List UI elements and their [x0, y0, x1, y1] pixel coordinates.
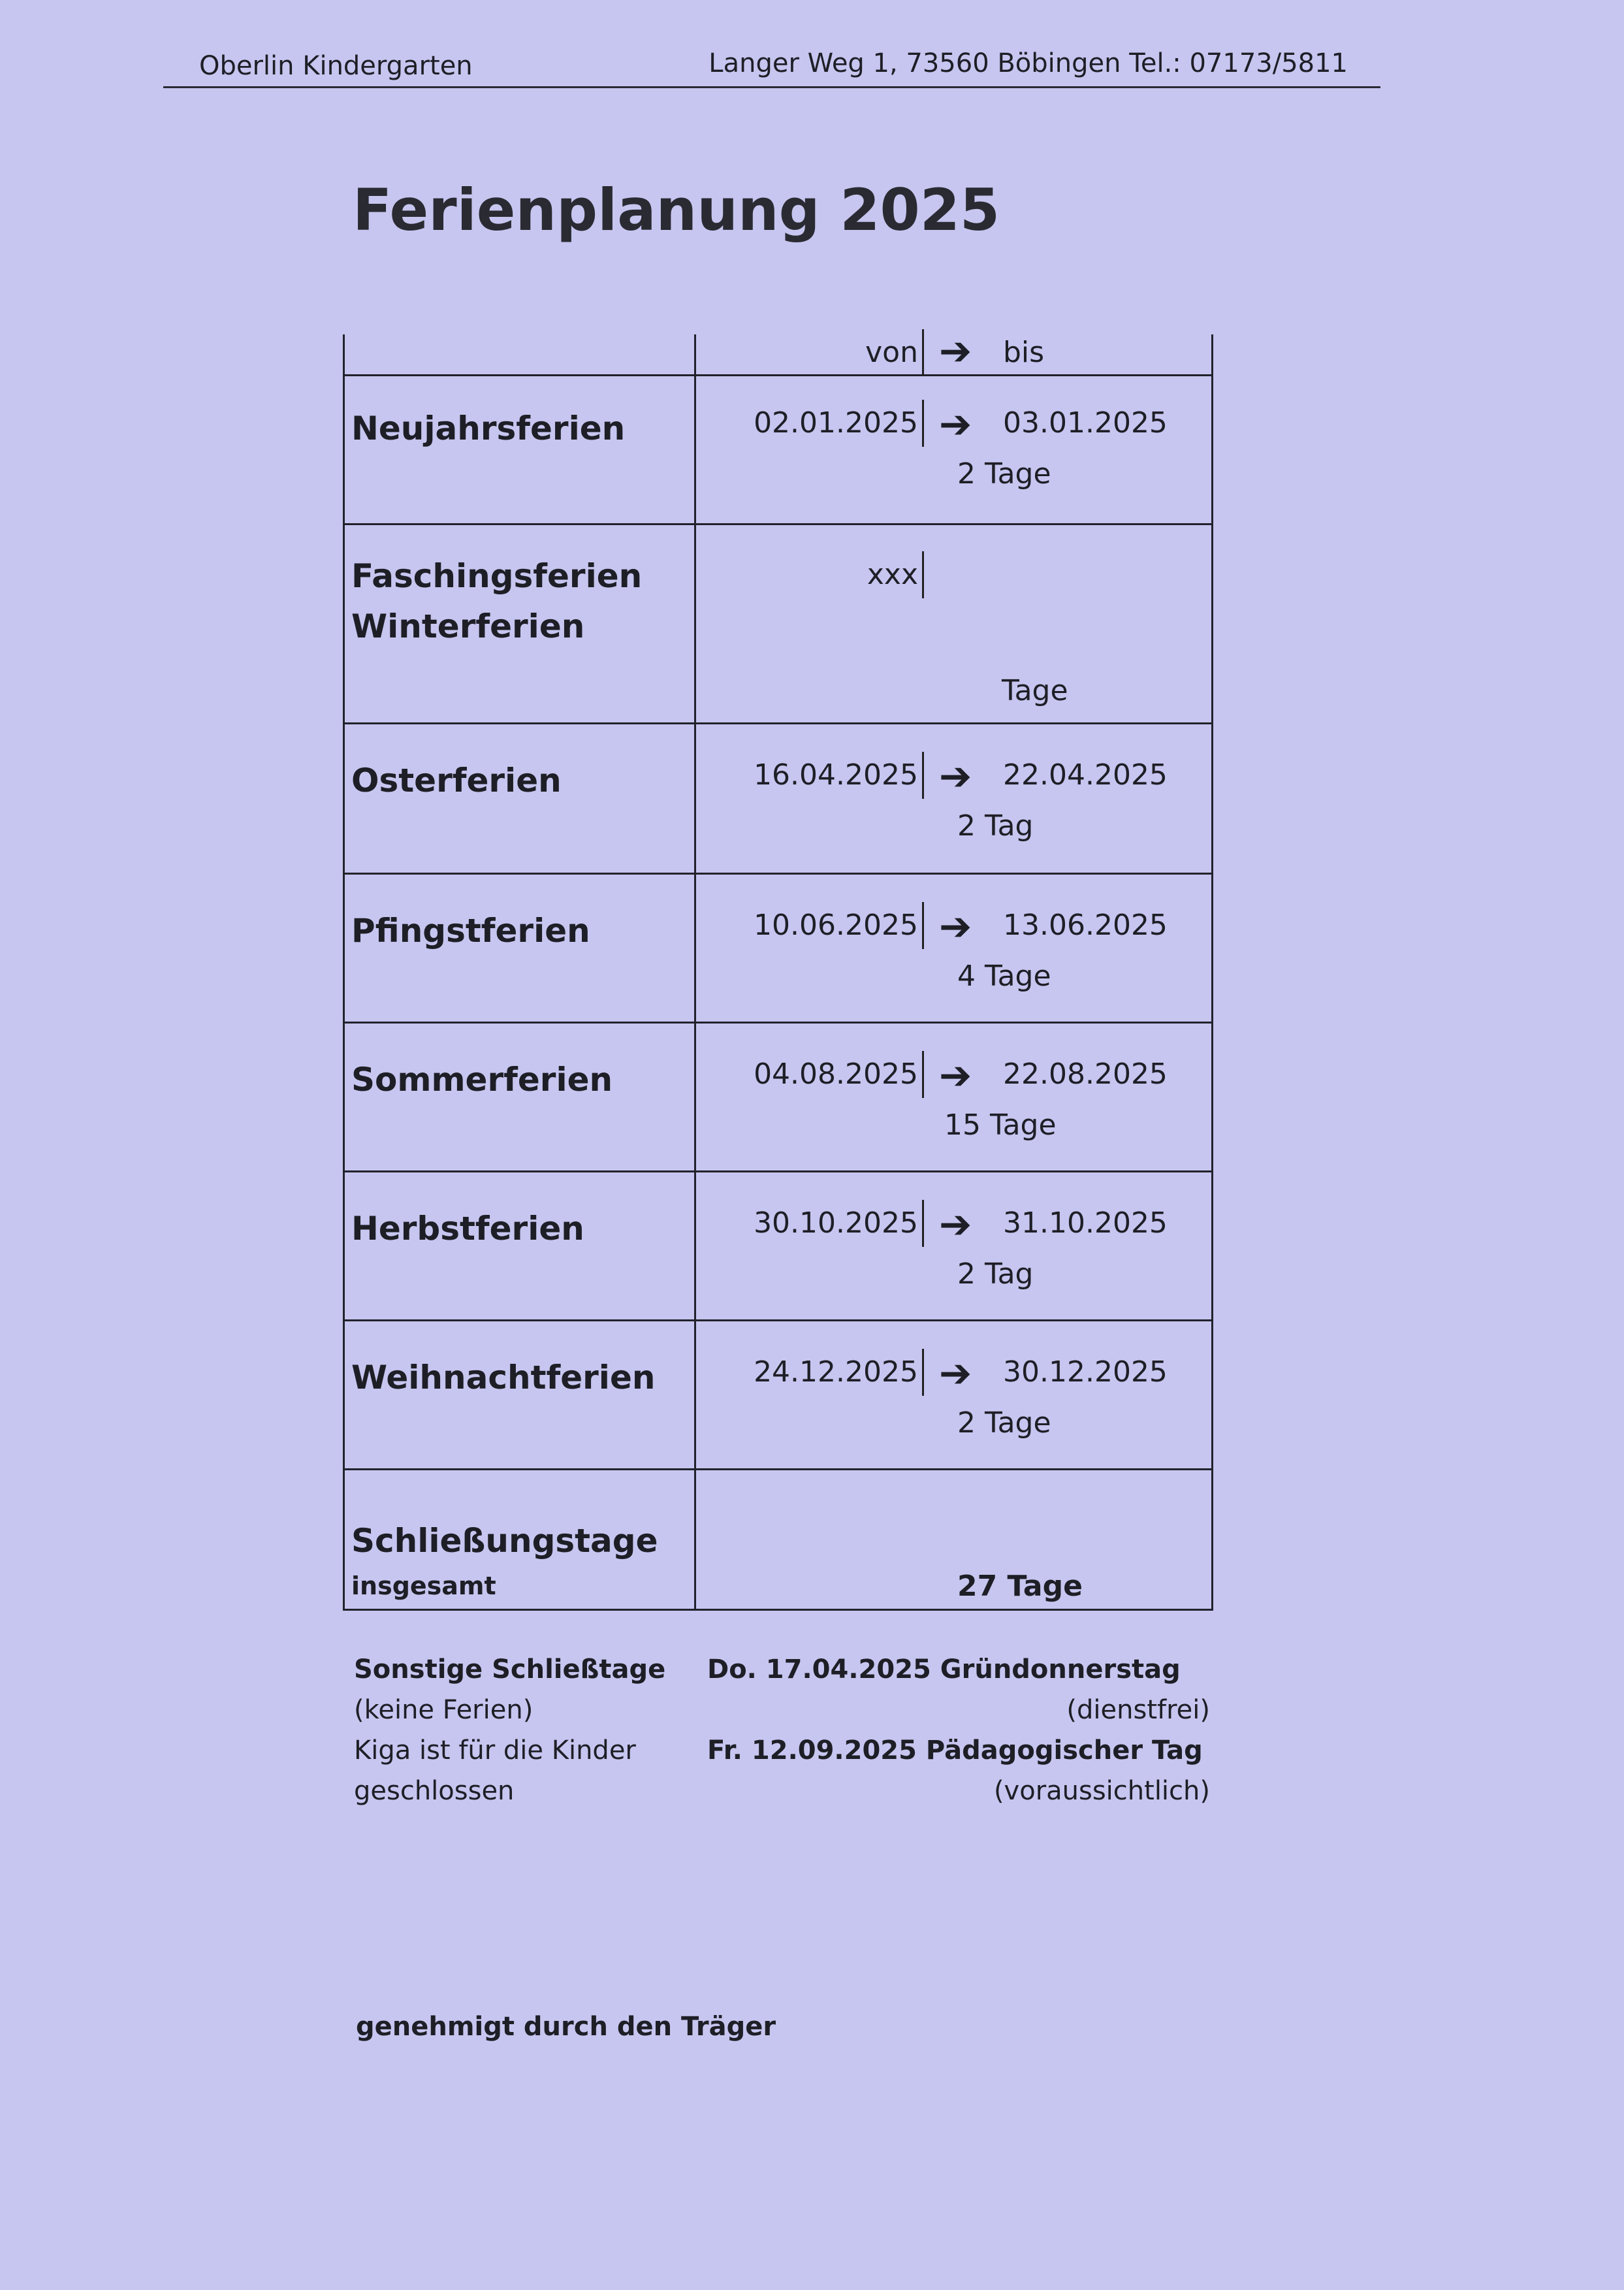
table-row [344, 873, 1213, 1022]
row-to: 31.10.2025 [1003, 1206, 1168, 1240]
closure-item: Do. 17.04.2025 Gründonnerstag [707, 1654, 1181, 1685]
table-header-row [344, 334, 1213, 375]
row-from: 02.01.2025 [754, 400, 924, 447]
row-days: 2 Tage [957, 457, 1051, 491]
holiday-table [343, 329, 1213, 1611]
other-closures-label: Sonstige Schließtage (keine Ferien) Kiga ist für die Kinder geschlossen [354, 1654, 666, 1806]
row-from: 24.12.2025 [754, 1349, 924, 1396]
arrow-right-icon: ➔ [939, 903, 972, 950]
row-from: 30.10.2025 [754, 1200, 924, 1247]
row-from: 04.08.2025 [754, 1051, 924, 1098]
total-days: 27 Tage [957, 1569, 1083, 1603]
arrow-right-icon: ➔ [939, 1350, 972, 1396]
row-name: Pfingstferien [351, 911, 590, 950]
row-days: 4 Tage [957, 959, 1051, 993]
page-header [163, 40, 1380, 88]
table-total-row [344, 1469, 1213, 1609]
closure-item: Fr. 12.09.2025 Pädagogischer Tag [707, 1735, 1203, 1766]
arrow-right-icon: ➔ [939, 1201, 972, 1248]
row-from: xxx [867, 551, 924, 598]
row-to: 13.06.2025 [1003, 908, 1168, 942]
closure-note: (dienstfrei) [1066, 1695, 1210, 1725]
approval-note: genehmigt durch den Träger [356, 2012, 776, 2042]
row-to: 03.01.2025 [1003, 406, 1168, 440]
total-sub: insgesamt [351, 1571, 496, 1600]
closure-note: (voraussichtlich) [993, 1776, 1210, 1806]
row-name-2: Winterferien [351, 607, 585, 645]
other-closures-list [707, 1649, 1210, 1811]
col-to-label: bis [1003, 336, 1045, 369]
col-from-label: von [865, 329, 924, 376]
table-row [344, 1022, 1213, 1171]
row-days: Tage [1002, 673, 1068, 707]
org-address: Langer Weg 1, 73560 Böbingen Tel.: 07173/5811 [709, 48, 1348, 78]
table-row [344, 375, 1213, 524]
row-from: 16.04.2025 [754, 752, 924, 799]
row-days: 2 Tage [957, 1406, 1051, 1440]
table-row [344, 524, 1213, 723]
row-to: 22.08.2025 [1003, 1057, 1168, 1091]
row-name: Osterferien [351, 761, 562, 799]
arrow-right-icon: ➔ [939, 753, 972, 799]
row-name: Neujahrsferien [351, 409, 626, 447]
table-row [344, 1320, 1213, 1469]
row-name: Sommerferien [351, 1060, 613, 1099]
table-row [344, 723, 1213, 873]
row-to: 30.12.2025 [1003, 1355, 1168, 1389]
row-days: 2 Tag [957, 809, 1034, 843]
row-to: 22.04.2025 [1003, 758, 1168, 792]
total-name: Schließungstage insgesamt [351, 1521, 658, 1600]
page-title: Ferienplanung 2025 [353, 176, 1000, 244]
row-days: 2 Tag [957, 1257, 1034, 1291]
table-row [344, 1171, 1213, 1320]
arrow-right-icon: ➔ [939, 401, 972, 447]
row-name: Weihnachtferien [351, 1358, 656, 1396]
arrow-right-icon: ➔ [939, 1052, 972, 1099]
row-days: 15 Tage [944, 1108, 1057, 1142]
org-name: Oberlin Kindergarten [199, 51, 473, 81]
row-from: 10.06.2025 [754, 902, 924, 949]
row-name: Herbstferien [351, 1209, 584, 1248]
arrow-right-icon: ➔ [939, 329, 972, 374]
row-name: Faschingsferien Winterferien [351, 556, 643, 645]
